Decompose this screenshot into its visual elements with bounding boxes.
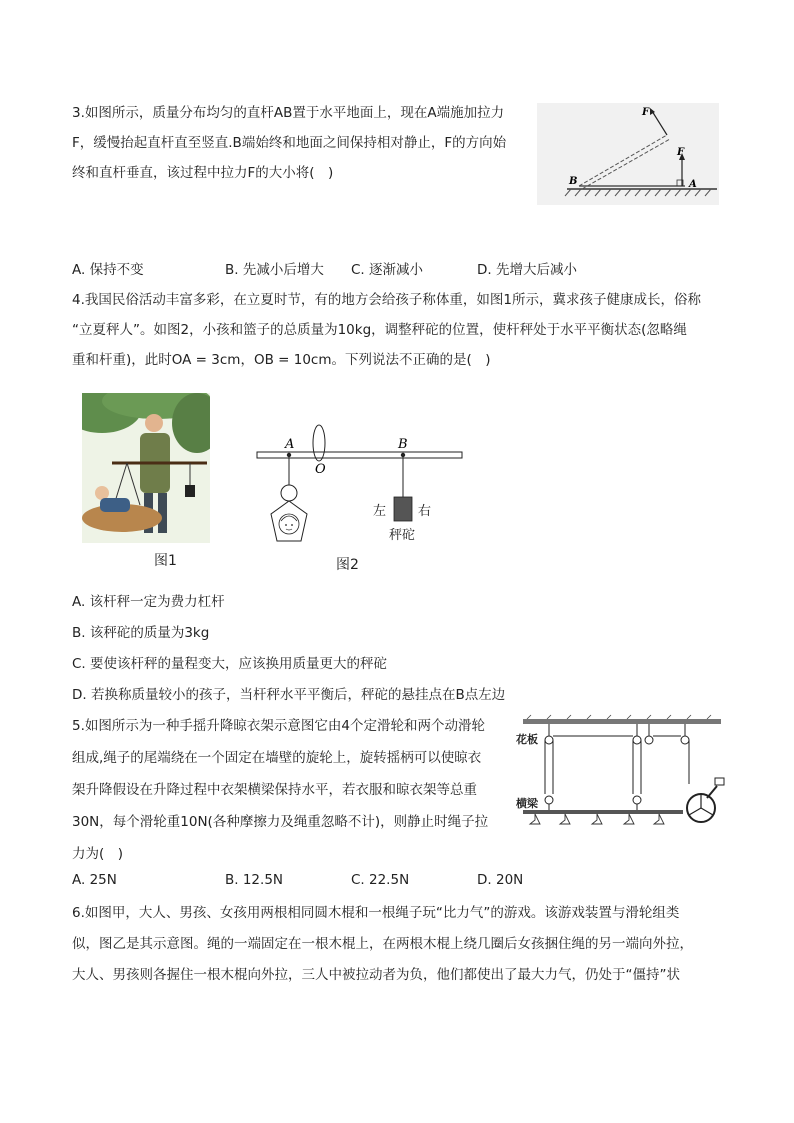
- q3-line-3: 终和直杆垂直，该过程中拉力F的大小将( ): [72, 165, 334, 181]
- q5-option-d[interactable]: D. 20N: [477, 872, 524, 888]
- q3-label-F-vertical: F: [677, 147, 685, 158]
- q3-option-d[interactable]: D. 先增大后减小: [477, 262, 577, 278]
- q4-figure1-illustration: [82, 393, 210, 543]
- q6-line-2: 似，图乙是其示意图。绳的一端固定在一根木棍上，在两根木棍上绕几圈后女孩捆住绳的另一端向外拉，: [72, 936, 693, 952]
- q4-figure2-diagram: [255, 423, 467, 548]
- q3-label-A: A: [689, 179, 697, 190]
- q3-line-1: 3.如图所示，质量分布均匀的直杆AB置于水平地面上，现在A端施加拉力: [72, 105, 505, 121]
- q4-figure2-caption: 图2: [336, 557, 359, 573]
- q5-line-5: 力为( ): [72, 846, 124, 862]
- q3-line-2: F，缓慢抬起直杆直至竖直.B端始终和地面之间保持相对静止，F的方向始: [72, 135, 507, 151]
- q4-label-O: O: [315, 462, 326, 477]
- q4-label-left: 左: [373, 504, 387, 519]
- q4-option-d[interactable]: D. 若换称质量较小的孩子，当杆秤水平平衡后，秤砣的悬挂点在B点左边: [72, 687, 506, 703]
- q3-option-b[interactable]: B. 先减小后增大: [225, 262, 324, 278]
- q5-line-4: 30N，每个滑轮重10N(各种摩擦力及绳重忽略不计)，则静止时绳子拉: [72, 814, 489, 830]
- q4-figure1-caption: 图1: [154, 553, 177, 569]
- q3-option-c[interactable]: C. 逐渐减小: [351, 262, 424, 278]
- q4-option-a[interactable]: A. 该杆秤一定为费力杠杆: [72, 594, 225, 610]
- q4-line-3: 重和杆重)，此时OA = 3cm，OB = 10cm。下列说法不正确的是( ): [72, 352, 491, 368]
- q4-line-1: 4.我国民俗活动丰富多彩，在立夏时节，有的地方会给孩子称体重，如图1所示，冀求孩子健康成长，俗称: [72, 292, 701, 308]
- q4-label-B: B: [398, 437, 408, 452]
- q5-line-1: 5.如图所示为一种手摇升降晾衣架示意图它由4个定滑轮和两个动滑轮: [72, 718, 485, 734]
- q6-line-3: 大人、男孩则各握住一根木棍向外拉，三人中被拉动者为负，他们都使出了最大力气，仍处于“僵持”状: [72, 967, 680, 983]
- q4-line-2: “立夏秤人”。如图2，小孩和篮子的总质量为10kg，调整秤砣的位置，使杆秤处于水平平衡状态(忽略绳: [72, 322, 687, 338]
- q3-rod-figure: [537, 103, 719, 205]
- q3-label-F-tilted: F: [642, 107, 650, 118]
- q5-line-3: 架升降假设在升降过程中衣架横梁保持水平，若衣服和晾衣架等总重: [72, 782, 477, 798]
- q5-label-ceiling: 花板: [516, 733, 538, 746]
- q4-label-weight: 秤砣: [389, 528, 416, 543]
- q6-line-1: 6.如图甲，大人、男孩、女孩用两根相同圆木棍和一根绳子玩“比力气”的游戏。该游戏装置与滑轮组类: [72, 905, 680, 921]
- q5-option-b[interactable]: B. 12.5N: [225, 872, 284, 888]
- q5-option-a[interactable]: A. 25N: [72, 872, 117, 888]
- q4-label-right: 右: [418, 504, 432, 519]
- q5-option-c[interactable]: C. 22.5N: [351, 872, 410, 888]
- q4-option-c[interactable]: C. 要使该杆秤的量程变大，应该换用质量更大的秤砣: [72, 656, 388, 672]
- q4-label-A: A: [285, 437, 295, 452]
- q5-line-2: 组成,绳子的尾端绕在一个固定在墙壁的旋轮上，旋转摇柄可以使晾衣: [72, 750, 482, 766]
- q5-clothes-rack-figure: [517, 714, 727, 834]
- q4-option-b[interactable]: B. 该秤砣的质量为3kg: [72, 625, 210, 641]
- q3-label-B: B: [569, 176, 578, 187]
- q3-option-a[interactable]: A. 保持不变: [72, 262, 144, 278]
- q5-label-beam: 横梁: [516, 797, 538, 810]
